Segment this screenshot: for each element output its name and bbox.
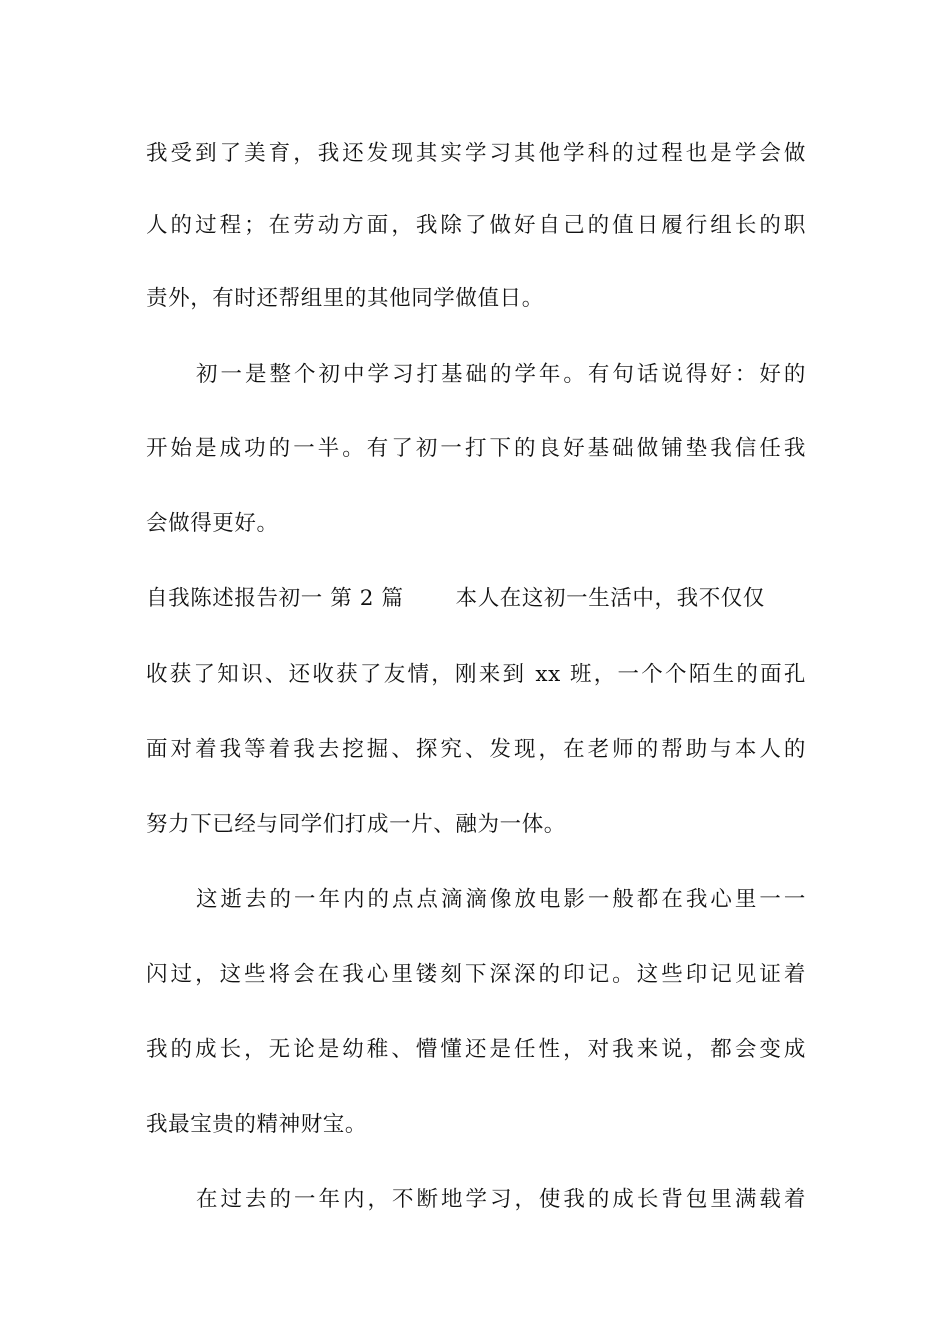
text-line: 人的过程；在劳动方面，我除了做好自己的值日履行组长的职 [146, 213, 806, 238]
text-line: 会做得更好。 [146, 511, 279, 536]
section-heading: 自我陈述报告初一 第 2 篇 [146, 586, 404, 611]
text-line: 闪过，这些将会在我心里镂刻下深深的印记。这些印记见证着 [146, 962, 806, 987]
text-line: 责外，有时还帮组里的其他同学做值日。 [146, 286, 544, 311]
heading-line [146, 584, 765, 614]
text-line: 这逝去的一年内的点点滴滴像放电影一般都在我心里一一 [196, 887, 806, 912]
text-line: 收获了知识、还收获了友情，刚来到 xx 班，一个个陌生的面孔 [146, 662, 806, 687]
text-line: 我最宝贵的精神财宝。 [146, 1112, 368, 1137]
text-line: 我受到了美育，我还发现其实学习其他学科的过程也是学会做 [146, 141, 806, 166]
text-line: 努力下已经与同学们打成一片、融为一体。 [146, 812, 566, 837]
text-line: 开始是成功的一半。有了初一打下的良好基础做铺垫我信任我 [146, 436, 806, 461]
text-line: 在过去的一年内，不断地学习，使我的成长背包里满载着 [196, 1187, 806, 1212]
text-line: 我的成长，无论是幼稚、懵懂还是任性，对我来说，都会变成 [146, 1037, 806, 1062]
text-line: 面对着我等着我去挖掘、探究、发现，在老师的帮助与本人的 [146, 737, 806, 762]
text-line: 初一是整个初中学习打基础的学年。有句话说得好：好的 [196, 362, 806, 387]
text-segment: 本人在这初一生活中，我不仅仅 [455, 586, 765, 611]
